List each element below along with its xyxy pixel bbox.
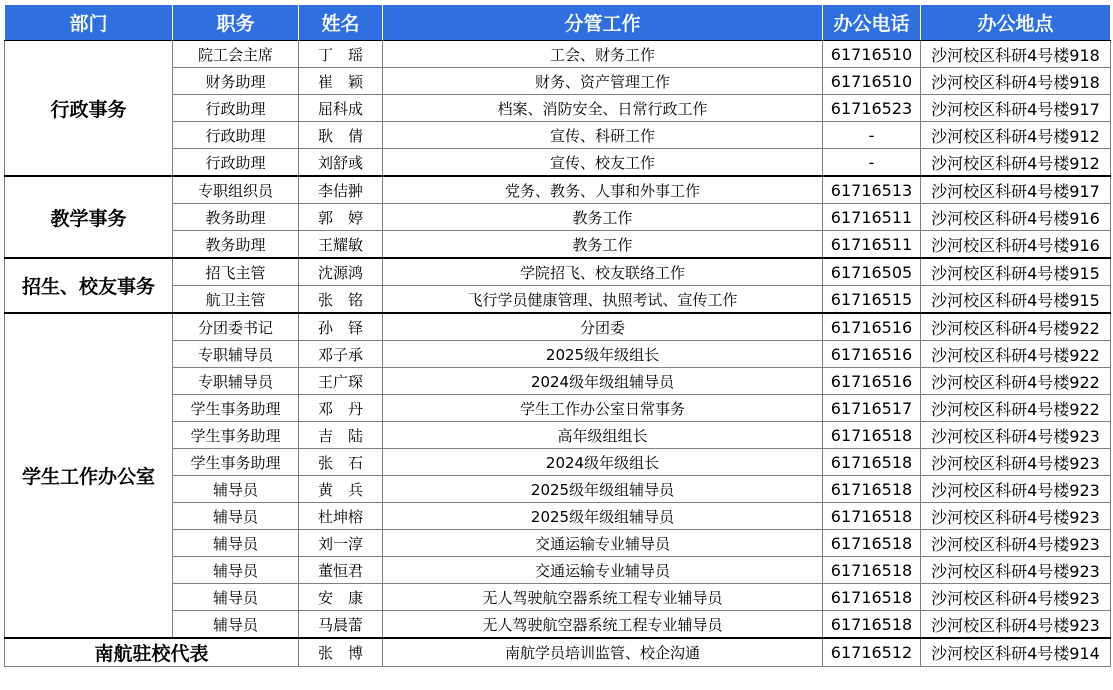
name-cell: 丁 瑶 bbox=[299, 41, 383, 68]
role-cell: 学生事务助理 bbox=[173, 422, 299, 449]
phone-cell: 61716517 bbox=[823, 395, 921, 422]
name-cell: 董恒君 bbox=[299, 557, 383, 584]
name-cell: 张 石 bbox=[299, 449, 383, 476]
name-cell: 张 博 bbox=[299, 638, 383, 667]
name-cell: 孙 铎 bbox=[299, 313, 383, 341]
staff-directory-table bbox=[4, 4, 1111, 667]
phone-cell: 61716518 bbox=[823, 503, 921, 530]
header-dept: 部门 bbox=[5, 5, 173, 41]
header-phone: 办公电话 bbox=[823, 5, 921, 41]
name-cell: 王耀敏 bbox=[299, 231, 383, 259]
duty-cell: 宣传、科研工作 bbox=[383, 122, 823, 149]
duty-cell: 学院招飞、校友联络工作 bbox=[383, 258, 823, 286]
name-cell: 沈源鸿 bbox=[299, 258, 383, 286]
name-cell: 刘舒彧 bbox=[299, 149, 383, 177]
role-cell: 辅导员 bbox=[173, 611, 299, 639]
duty-cell: 宣传、校友工作 bbox=[383, 149, 823, 177]
location-cell: 沙河校区科研4号楼923 bbox=[921, 503, 1111, 530]
phone-cell: 61716511 bbox=[823, 204, 921, 231]
duty-cell: 2024级年级组辅导员 bbox=[383, 368, 823, 395]
role-cell: 招飞主管 bbox=[173, 258, 299, 286]
role-cell: 财务助理 bbox=[173, 68, 299, 95]
header-row bbox=[5, 5, 1111, 41]
phone-cell: 61716510 bbox=[823, 68, 921, 95]
role-cell: 分团委书记 bbox=[173, 313, 299, 341]
phone-cell: - bbox=[823, 149, 921, 177]
location-cell: 沙河校区科研4号楼922 bbox=[921, 368, 1111, 395]
dept-cell: 教学事务 bbox=[5, 176, 173, 258]
location-cell: 沙河校区科研4号楼918 bbox=[921, 41, 1111, 68]
location-cell: 沙河校区科研4号楼923 bbox=[921, 611, 1111, 639]
table-row bbox=[5, 41, 1111, 68]
role-cell: 辅导员 bbox=[173, 476, 299, 503]
location-cell: 沙河校区科研4号楼923 bbox=[921, 557, 1111, 584]
phone-cell: 61716516 bbox=[823, 368, 921, 395]
role-cell: 航卫主管 bbox=[173, 286, 299, 314]
duty-cell: 交通运输专业辅导员 bbox=[383, 530, 823, 557]
role-cell: 专职组织员 bbox=[173, 176, 299, 204]
phone-cell: 61716518 bbox=[823, 476, 921, 503]
dept-cell: 招生、校友事务 bbox=[5, 258, 173, 313]
duty-cell: 无人驾驶航空器系统工程专业辅导员 bbox=[383, 584, 823, 611]
duty-cell: 南航学员培训监管、校企沟通 bbox=[383, 638, 823, 667]
role-cell: 专职辅导员 bbox=[173, 341, 299, 368]
duty-cell: 教务工作 bbox=[383, 204, 823, 231]
location-cell: 沙河校区科研4号楼915 bbox=[921, 258, 1111, 286]
location-cell: 沙河校区科研4号楼922 bbox=[921, 341, 1111, 368]
location-cell: 沙河校区科研4号楼912 bbox=[921, 149, 1111, 177]
header-location: 办公地点 bbox=[921, 5, 1111, 41]
table-header bbox=[5, 5, 1111, 41]
role-cell: 专职辅导员 bbox=[173, 368, 299, 395]
table-body bbox=[5, 41, 1111, 667]
role-cell: 辅导员 bbox=[173, 530, 299, 557]
role-cell: 辅导员 bbox=[173, 557, 299, 584]
name-cell: 吉 陆 bbox=[299, 422, 383, 449]
location-cell: 沙河校区科研4号楼923 bbox=[921, 530, 1111, 557]
duty-cell: 教务工作 bbox=[383, 231, 823, 259]
duty-cell: 飞行学员健康管理、执照考试、宣传工作 bbox=[383, 286, 823, 314]
name-cell: 刘一淳 bbox=[299, 530, 383, 557]
duty-cell: 无人驾驶航空器系统工程专业辅导员 bbox=[383, 611, 823, 639]
duty-cell: 2025级年级组长 bbox=[383, 341, 823, 368]
phone-cell: 61716516 bbox=[823, 313, 921, 341]
dept-cell: 学生工作办公室 bbox=[5, 313, 173, 638]
name-cell: 屈科成 bbox=[299, 95, 383, 122]
role-cell: 学生事务助理 bbox=[173, 395, 299, 422]
header-role: 职务 bbox=[173, 5, 299, 41]
duty-cell: 学生工作办公室日常事务 bbox=[383, 395, 823, 422]
location-cell: 沙河校区科研4号楼916 bbox=[921, 204, 1111, 231]
duty-cell: 工会、财务工作 bbox=[383, 41, 823, 68]
duty-cell: 2025级年级组辅导员 bbox=[383, 503, 823, 530]
name-cell: 王广琛 bbox=[299, 368, 383, 395]
phone-cell: 61716510 bbox=[823, 41, 921, 68]
dept-cell: 行政事务 bbox=[5, 41, 173, 177]
phone-cell: 61716518 bbox=[823, 584, 921, 611]
dept-cell: 南航驻校代表 bbox=[5, 638, 299, 667]
phone-cell: 61716518 bbox=[823, 449, 921, 476]
header-duty: 分管工作 bbox=[383, 5, 823, 41]
duty-cell: 高年级组组长 bbox=[383, 422, 823, 449]
location-cell: 沙河校区科研4号楼923 bbox=[921, 449, 1111, 476]
location-cell: 沙河校区科研4号楼922 bbox=[921, 313, 1111, 341]
name-cell: 张 铭 bbox=[299, 286, 383, 314]
phone-cell: 61716518 bbox=[823, 611, 921, 639]
table-row bbox=[5, 258, 1111, 286]
phone-cell: 61716516 bbox=[823, 341, 921, 368]
phone-cell: 61716515 bbox=[823, 286, 921, 314]
name-cell: 李佶翀 bbox=[299, 176, 383, 204]
location-cell: 沙河校区科研4号楼917 bbox=[921, 95, 1111, 122]
duty-cell: 2025级年级组辅导员 bbox=[383, 476, 823, 503]
duty-cell: 党务、教务、人事和外事工作 bbox=[383, 176, 823, 204]
duty-cell: 档案、消防安全、日常行政工作 bbox=[383, 95, 823, 122]
header-name: 姓名 bbox=[299, 5, 383, 41]
role-cell: 行政助理 bbox=[173, 95, 299, 122]
role-cell: 行政助理 bbox=[173, 149, 299, 177]
phone-cell: 61716505 bbox=[823, 258, 921, 286]
duty-cell: 交通运输专业辅导员 bbox=[383, 557, 823, 584]
duty-cell: 分团委 bbox=[383, 313, 823, 341]
phone-cell: 61716512 bbox=[823, 638, 921, 667]
phone-cell: 61716518 bbox=[823, 422, 921, 449]
phone-cell: 61716518 bbox=[823, 530, 921, 557]
location-cell: 沙河校区科研4号楼917 bbox=[921, 176, 1111, 204]
name-cell: 崔 颖 bbox=[299, 68, 383, 95]
location-cell: 沙河校区科研4号楼923 bbox=[921, 476, 1111, 503]
role-cell: 辅导员 bbox=[173, 584, 299, 611]
location-cell: 沙河校区科研4号楼912 bbox=[921, 122, 1111, 149]
location-cell: 沙河校区科研4号楼923 bbox=[921, 422, 1111, 449]
role-cell: 院工会主席 bbox=[173, 41, 299, 68]
phone-cell: 61716523 bbox=[823, 95, 921, 122]
name-cell: 安 康 bbox=[299, 584, 383, 611]
location-cell: 沙河校区科研4号楼922 bbox=[921, 395, 1111, 422]
name-cell: 马晨蕾 bbox=[299, 611, 383, 639]
location-cell: 沙河校区科研4号楼923 bbox=[921, 584, 1111, 611]
phone-cell: 61716513 bbox=[823, 176, 921, 204]
duty-cell: 财务、资产管理工作 bbox=[383, 68, 823, 95]
name-cell: 邓子承 bbox=[299, 341, 383, 368]
role-cell: 教务助理 bbox=[173, 204, 299, 231]
role-cell: 辅导员 bbox=[173, 503, 299, 530]
table-row bbox=[5, 313, 1111, 341]
location-cell: 沙河校区科研4号楼915 bbox=[921, 286, 1111, 314]
phone-cell: 61716511 bbox=[823, 231, 921, 259]
name-cell: 耿 倩 bbox=[299, 122, 383, 149]
table-row bbox=[5, 638, 1111, 667]
role-cell: 教务助理 bbox=[173, 231, 299, 259]
location-cell: 沙河校区科研4号楼916 bbox=[921, 231, 1111, 259]
name-cell: 郭 婷 bbox=[299, 204, 383, 231]
location-cell: 沙河校区科研4号楼914 bbox=[921, 638, 1111, 667]
name-cell: 黄 兵 bbox=[299, 476, 383, 503]
role-cell: 行政助理 bbox=[173, 122, 299, 149]
location-cell: 沙河校区科研4号楼918 bbox=[921, 68, 1111, 95]
name-cell: 邓 丹 bbox=[299, 395, 383, 422]
phone-cell: 61716518 bbox=[823, 557, 921, 584]
role-cell: 学生事务助理 bbox=[173, 449, 299, 476]
table-row bbox=[5, 176, 1111, 204]
duty-cell: 2024级年级组长 bbox=[383, 449, 823, 476]
phone-cell: - bbox=[823, 122, 921, 149]
name-cell: 杜坤榕 bbox=[299, 503, 383, 530]
